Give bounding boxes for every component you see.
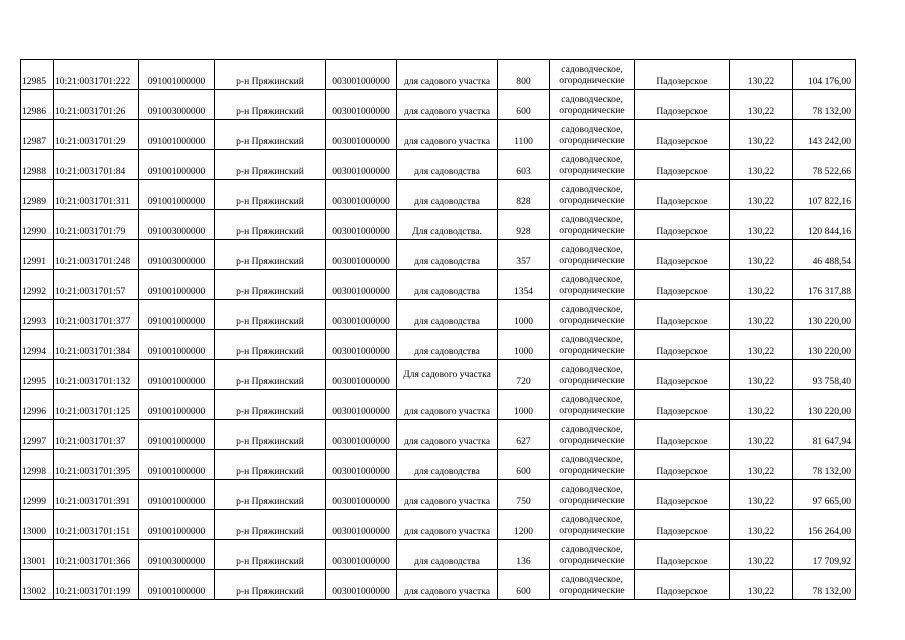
table-row bbox=[21, 390, 856, 420]
cadastral-number-cell: 10:21:0031701:248 bbox=[54, 240, 139, 270]
table-row bbox=[21, 270, 856, 300]
settlement-name-cell: Падозерское bbox=[635, 270, 730, 300]
settlement-code-cell: 003001000000 bbox=[326, 150, 397, 180]
settlement-code-cell: 003001000000 bbox=[326, 450, 397, 480]
table-row bbox=[21, 150, 856, 180]
oktmo-code-cell: 091003000000 bbox=[139, 90, 215, 120]
permitted-use-cell: для садового участка bbox=[397, 390, 498, 420]
land-category-cell: садоводческое, огороднические bbox=[550, 510, 635, 540]
settlement-code-cell: 003001000000 bbox=[326, 540, 397, 570]
cadastral-number-cell: 10:21:0031701:37 bbox=[54, 420, 139, 450]
cadastral-number-cell: 10:21:0031701:391 bbox=[54, 480, 139, 510]
cadastral-value-cell: 78 132,00 bbox=[793, 450, 856, 480]
settlement-code-cell: 003001000000 bbox=[326, 390, 397, 420]
specific-value-cell: 130,22 bbox=[730, 300, 793, 330]
oktmo-code-cell: 091003000000 bbox=[139, 540, 215, 570]
permitted-use-cell: для садового участка bbox=[397, 120, 498, 150]
table-row bbox=[21, 450, 856, 480]
land-category-cell: садоводческое, огороднические bbox=[550, 240, 635, 270]
specific-value-cell: 130,22 bbox=[730, 390, 793, 420]
settlement-name-cell: Падозерское bbox=[635, 150, 730, 180]
land-parcel-table bbox=[20, 59, 856, 600]
table-row bbox=[21, 420, 856, 450]
cadastral-number-cell: 10:21:0031701:395 bbox=[54, 450, 139, 480]
district-name-cell: р-н Пряжинский bbox=[215, 450, 326, 480]
area-value-cell: 1000 bbox=[498, 390, 550, 420]
cadastral-number-cell: 10:21:0031701:366 bbox=[54, 540, 139, 570]
table-row bbox=[21, 570, 856, 600]
cadastral-value-cell: 130 220,00 bbox=[793, 390, 856, 420]
settlement-name-cell: Падозерское bbox=[635, 420, 730, 450]
cadastral-number-cell: 10:21:0031701:132 bbox=[54, 360, 139, 390]
table-row bbox=[21, 480, 856, 510]
table-row bbox=[21, 240, 856, 270]
specific-value-cell: 130,22 bbox=[730, 150, 793, 180]
permitted-use-cell: для садового участка bbox=[397, 480, 498, 510]
specific-value-cell: 130,22 bbox=[730, 330, 793, 360]
land-category-cell: садоводческое, огороднические bbox=[550, 60, 635, 90]
permitted-use-cell: для садоводства bbox=[397, 540, 498, 570]
specific-value-cell: 130,22 bbox=[730, 570, 793, 600]
district-name-cell: р-н Пряжинский bbox=[215, 570, 326, 600]
specific-value-cell: 130,22 bbox=[730, 120, 793, 150]
settlement-name-cell: Падозерское bbox=[635, 90, 730, 120]
settlement-name-cell: Падозерское bbox=[635, 240, 730, 270]
settlement-name-cell: Падозерское bbox=[635, 390, 730, 420]
cadastral-number-cell: 10:21:0031701:57 bbox=[54, 270, 139, 300]
table-body bbox=[21, 60, 856, 600]
settlement-code-cell: 003001000000 bbox=[326, 360, 397, 390]
cadastral-value-cell: 78 132,00 bbox=[793, 90, 856, 120]
row-number-cell: 12990 bbox=[21, 210, 54, 240]
oktmo-code-cell: 091001000000 bbox=[139, 150, 215, 180]
settlement-code-cell: 003001000000 bbox=[326, 120, 397, 150]
district-name-cell: р-н Пряжинский bbox=[215, 90, 326, 120]
settlement-name-cell: Падозерское bbox=[635, 540, 730, 570]
cadastral-value-cell: 107 822,16 bbox=[793, 180, 856, 210]
area-value-cell: 928 bbox=[498, 210, 550, 240]
oktmo-code-cell: 091001000000 bbox=[139, 330, 215, 360]
row-number-cell: 12991 bbox=[21, 240, 54, 270]
district-name-cell: р-н Пряжинский bbox=[215, 150, 326, 180]
land-category-cell: садоводческое, огороднические bbox=[550, 420, 635, 450]
settlement-name-cell: Падозерское bbox=[635, 570, 730, 600]
area-value-cell: 828 bbox=[498, 180, 550, 210]
row-number-cell: 12985 bbox=[21, 60, 54, 90]
area-value-cell: 357 bbox=[498, 240, 550, 270]
permitted-use-cell: для садоводства bbox=[397, 270, 498, 300]
district-name-cell: р-н Пряжинский bbox=[215, 390, 326, 420]
settlement-name-cell: Падозерское bbox=[635, 510, 730, 540]
cadastral-value-cell: 93 758,40 bbox=[793, 360, 856, 390]
permitted-use-cell: для садоводства bbox=[397, 450, 498, 480]
cadastral-value-cell: 97 665,00 bbox=[793, 480, 856, 510]
table-row bbox=[21, 300, 856, 330]
cadastral-number-cell: 10:21:0031701:311 bbox=[54, 180, 139, 210]
cadastral-value-cell: 120 844,16 bbox=[793, 210, 856, 240]
area-value-cell: 1000 bbox=[498, 300, 550, 330]
oktmo-code-cell: 091001000000 bbox=[139, 360, 215, 390]
table-row bbox=[21, 210, 856, 240]
oktmo-code-cell: 091001000000 bbox=[139, 120, 215, 150]
cadastral-number-cell: 10:21:0031701:125 bbox=[54, 390, 139, 420]
area-value-cell: 1200 bbox=[498, 510, 550, 540]
area-value-cell: 600 bbox=[498, 90, 550, 120]
row-number-cell: 12989 bbox=[21, 180, 54, 210]
settlement-name-cell: Падозерское bbox=[635, 360, 730, 390]
table-row bbox=[21, 330, 856, 360]
row-number-cell: 12999 bbox=[21, 480, 54, 510]
cadastral-value-cell: 130 220,00 bbox=[793, 300, 856, 330]
settlement-code-cell: 003001000000 bbox=[326, 480, 397, 510]
row-number-cell: 12993 bbox=[21, 300, 54, 330]
land-category-cell: садоводческое, огороднические bbox=[550, 450, 635, 480]
cadastral-value-cell: 46 488,54 bbox=[793, 240, 856, 270]
settlement-name-cell: Падозерское bbox=[635, 450, 730, 480]
permitted-use-cell: для садового участка bbox=[397, 570, 498, 600]
cadastral-number-cell: 10:21:0031701:151 bbox=[54, 510, 139, 540]
table-row bbox=[21, 360, 856, 390]
district-name-cell: р-н Пряжинский bbox=[215, 120, 326, 150]
settlement-code-cell: 003001000000 bbox=[326, 180, 397, 210]
settlement-code-cell: 003001000000 bbox=[326, 270, 397, 300]
settlement-code-cell: 003001000000 bbox=[326, 240, 397, 270]
cadastral-value-cell: 143 242,00 bbox=[793, 120, 856, 150]
specific-value-cell: 130,22 bbox=[730, 60, 793, 90]
row-number-cell: 12995 bbox=[21, 360, 54, 390]
oktmo-code-cell: 091001000000 bbox=[139, 570, 215, 600]
row-number-cell: 12994 bbox=[21, 330, 54, 360]
land-category-cell: садоводческое, огороднические bbox=[550, 330, 635, 360]
district-name-cell: р-н Пряжинский bbox=[215, 60, 326, 90]
specific-value-cell: 130,22 bbox=[730, 510, 793, 540]
district-name-cell: р-н Пряжинский bbox=[215, 240, 326, 270]
area-value-cell: 627 bbox=[498, 420, 550, 450]
permitted-use-cell: Для садового участка bbox=[397, 360, 498, 390]
table-row bbox=[21, 90, 856, 120]
settlement-code-cell: 003001000000 bbox=[326, 510, 397, 540]
oktmo-code-cell: 091003000000 bbox=[139, 240, 215, 270]
settlement-code-cell: 003001000000 bbox=[326, 420, 397, 450]
district-name-cell: р-н Пряжинский bbox=[215, 480, 326, 510]
row-number-cell: 12987 bbox=[21, 120, 54, 150]
cadastral-number-cell: 10:21:0031701:377 bbox=[54, 300, 139, 330]
district-name-cell: р-н Пряжинский bbox=[215, 510, 326, 540]
table-row bbox=[21, 120, 856, 150]
area-value-cell: 750 bbox=[498, 480, 550, 510]
permitted-use-cell: для садоводства bbox=[397, 300, 498, 330]
specific-value-cell: 130,22 bbox=[730, 360, 793, 390]
land-category-cell: садоводческое, огороднические bbox=[550, 480, 635, 510]
permitted-use-cell: для садоводства bbox=[397, 330, 498, 360]
area-value-cell: 800 bbox=[498, 60, 550, 90]
permitted-use-cell: для садового участка bbox=[397, 420, 498, 450]
settlement-code-cell: 003001000000 bbox=[326, 330, 397, 360]
specific-value-cell: 130,22 bbox=[730, 480, 793, 510]
cadastral-number-cell: 10:21:0031701:384 bbox=[54, 330, 139, 360]
oktmo-code-cell: 091003000000 bbox=[139, 210, 215, 240]
cadastral-value-cell: 176 317,88 bbox=[793, 270, 856, 300]
cadastral-value-cell: 104 176,00 bbox=[793, 60, 856, 90]
settlement-code-cell: 003001000000 bbox=[326, 570, 397, 600]
cadastral-number-cell: 10:21:0031701:222 bbox=[54, 60, 139, 90]
area-value-cell: 600 bbox=[498, 570, 550, 600]
district-name-cell: р-н Пряжинский bbox=[215, 270, 326, 300]
land-category-cell: садоводческое, огороднические bbox=[550, 150, 635, 180]
table-row bbox=[21, 510, 856, 540]
specific-value-cell: 130,22 bbox=[730, 240, 793, 270]
settlement-code-cell: 003001000000 bbox=[326, 210, 397, 240]
row-number-cell: 12996 bbox=[21, 390, 54, 420]
specific-value-cell: 130,22 bbox=[730, 210, 793, 240]
land-category-cell: садоводческое, огороднические bbox=[550, 360, 635, 390]
cadastral-value-cell: 156 264,00 bbox=[793, 510, 856, 540]
district-name-cell: р-н Пряжинский bbox=[215, 210, 326, 240]
row-number-cell: 12986 bbox=[21, 90, 54, 120]
land-category-cell: садоводческое, огороднические bbox=[550, 390, 635, 420]
land-category-cell: садоводческое, огороднические bbox=[550, 210, 635, 240]
settlement-code-cell: 003001000000 bbox=[326, 60, 397, 90]
land-category-cell: садоводческое, огороднические bbox=[550, 270, 635, 300]
row-number-cell: 13000 bbox=[21, 510, 54, 540]
land-category-cell: садоводческое, огороднические bbox=[550, 180, 635, 210]
settlement-code-cell: 003001000000 bbox=[326, 90, 397, 120]
land-category-cell: садоводческое, огороднические bbox=[550, 300, 635, 330]
cadastral-value-cell: 130 220,00 bbox=[793, 330, 856, 360]
specific-value-cell: 130,22 bbox=[730, 540, 793, 570]
cadastral-number-cell: 10:21:0031701:29 bbox=[54, 120, 139, 150]
area-value-cell: 1354 bbox=[498, 270, 550, 300]
settlement-name-cell: Падозерское bbox=[635, 330, 730, 360]
cadastral-value-cell: 81 647,94 bbox=[793, 420, 856, 450]
cadastral-number-cell: 10:21:0031701:79 bbox=[54, 210, 139, 240]
settlement-name-cell: Падозерское bbox=[635, 60, 730, 90]
table-row bbox=[21, 180, 856, 210]
district-name-cell: р-н Пряжинский bbox=[215, 540, 326, 570]
oktmo-code-cell: 091001000000 bbox=[139, 450, 215, 480]
district-name-cell: р-н Пряжинский bbox=[215, 420, 326, 450]
specific-value-cell: 130,22 bbox=[730, 270, 793, 300]
district-name-cell: р-н Пряжинский bbox=[215, 300, 326, 330]
permitted-use-cell: Для садоводства. bbox=[397, 210, 498, 240]
permitted-use-cell: для садоводства bbox=[397, 240, 498, 270]
oktmo-code-cell: 091001000000 bbox=[139, 480, 215, 510]
settlement-name-cell: Падозерское bbox=[635, 480, 730, 510]
permitted-use-cell: для садового участка bbox=[397, 60, 498, 90]
specific-value-cell: 130,22 bbox=[730, 180, 793, 210]
row-number-cell: 13001 bbox=[21, 540, 54, 570]
area-value-cell: 1000 bbox=[498, 330, 550, 360]
row-number-cell: 12992 bbox=[21, 270, 54, 300]
table-row bbox=[21, 60, 856, 90]
specific-value-cell: 130,22 bbox=[730, 420, 793, 450]
oktmo-code-cell: 091001000000 bbox=[139, 510, 215, 540]
cadastral-value-cell: 78 132,00 bbox=[793, 570, 856, 600]
oktmo-code-cell: 091001000000 bbox=[139, 390, 215, 420]
specific-value-cell: 130,22 bbox=[730, 90, 793, 120]
cadastral-value-cell: 78 522,66 bbox=[793, 150, 856, 180]
oktmo-code-cell: 091001000000 bbox=[139, 300, 215, 330]
area-value-cell: 136 bbox=[498, 540, 550, 570]
cadastral-number-cell: 10:21:0031701:199 bbox=[54, 570, 139, 600]
permitted-use-cell: для садового участка bbox=[397, 90, 498, 120]
permitted-use-cell: для садового участка bbox=[397, 510, 498, 540]
row-number-cell: 12988 bbox=[21, 150, 54, 180]
district-name-cell: р-н Пряжинский bbox=[215, 330, 326, 360]
row-number-cell: 13002 bbox=[21, 570, 54, 600]
land-category-cell: садоводческое, огороднические bbox=[550, 570, 635, 600]
settlement-name-cell: Падозерское bbox=[635, 120, 730, 150]
permitted-use-cell: для садоводства bbox=[397, 180, 498, 210]
cadastral-number-cell: 10:21:0031701:84 bbox=[54, 150, 139, 180]
settlement-name-cell: Падозерское bbox=[635, 210, 730, 240]
row-number-cell: 12997 bbox=[21, 420, 54, 450]
row-number-cell: 12998 bbox=[21, 450, 54, 480]
district-name-cell: р-н Пряжинский bbox=[215, 180, 326, 210]
area-value-cell: 1100 bbox=[498, 120, 550, 150]
table-row bbox=[21, 540, 856, 570]
land-category-cell: садоводческое, огороднические bbox=[550, 540, 635, 570]
cadastral-value-cell: 17 709,92 bbox=[793, 540, 856, 570]
permitted-use-cell: для садоводства bbox=[397, 150, 498, 180]
area-value-cell: 720 bbox=[498, 360, 550, 390]
oktmo-code-cell: 091001000000 bbox=[139, 270, 215, 300]
oktmo-code-cell: 091001000000 bbox=[139, 180, 215, 210]
oktmo-code-cell: 091001000000 bbox=[139, 60, 215, 90]
settlement-name-cell: Падозерское bbox=[635, 300, 730, 330]
cadastral-number-cell: 10:21:0031701:26 bbox=[54, 90, 139, 120]
settlement-code-cell: 003001000000 bbox=[326, 300, 397, 330]
land-category-cell: садоводческое, огороднические bbox=[550, 120, 635, 150]
specific-value-cell: 130,22 bbox=[730, 450, 793, 480]
area-value-cell: 600 bbox=[498, 450, 550, 480]
oktmo-code-cell: 091001000000 bbox=[139, 420, 215, 450]
district-name-cell: р-н Пряжинский bbox=[215, 360, 326, 390]
settlement-name-cell: Падозерское bbox=[635, 180, 730, 210]
area-value-cell: 603 bbox=[498, 150, 550, 180]
land-category-cell: садоводческое, огороднические bbox=[550, 90, 635, 120]
